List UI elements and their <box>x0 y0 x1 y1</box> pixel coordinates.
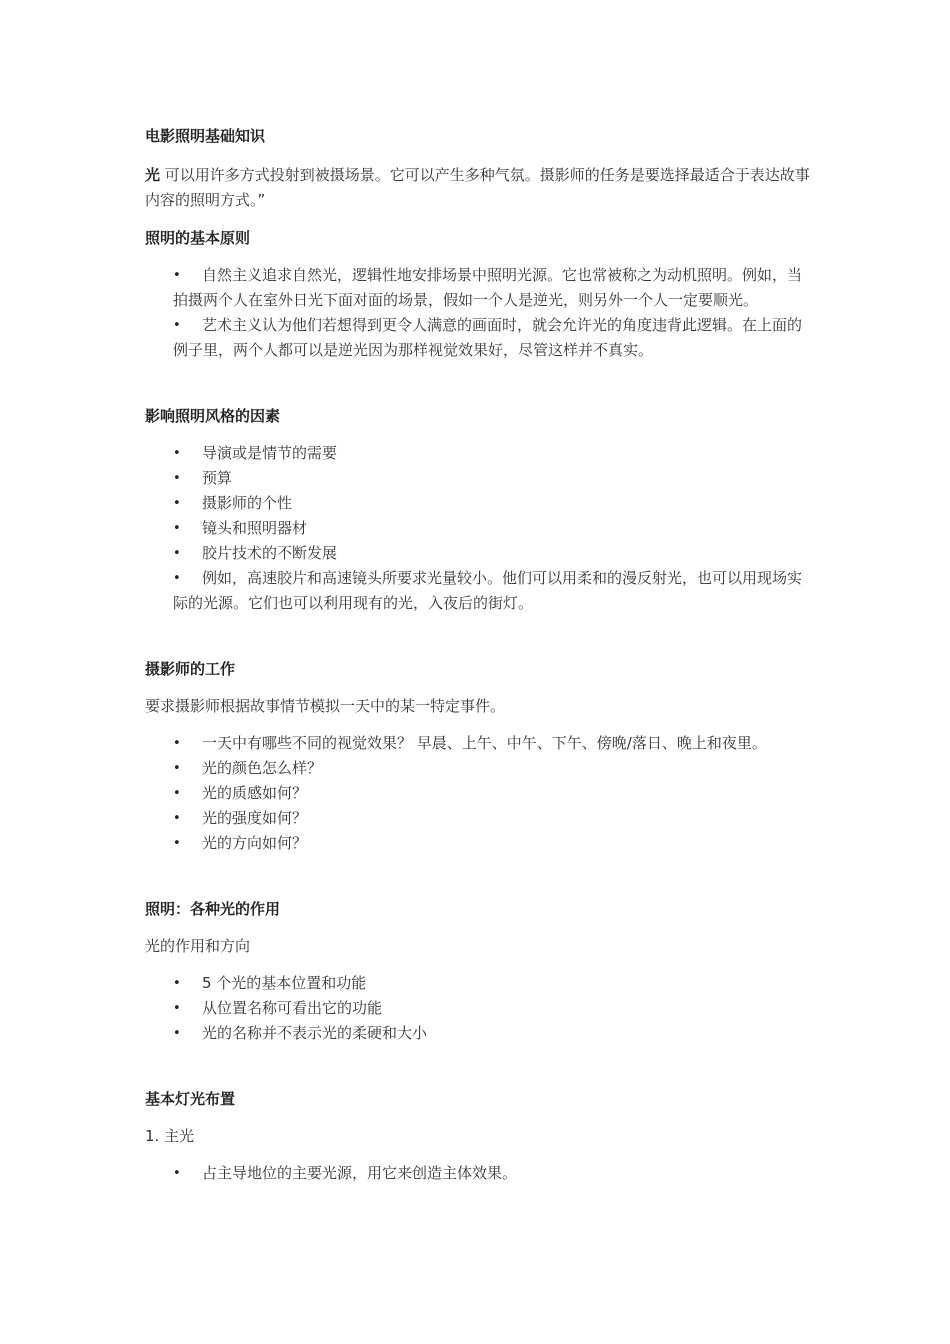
bullet-icon: • <box>173 1001 181 1016</box>
list-item <box>145 466 810 491</box>
list-item-text: 光的方向如何？ <box>202 834 308 852</box>
list-item <box>145 996 810 1021</box>
factors-list <box>145 441 810 616</box>
section-heading-basic-setup: 基本灯光布置 <box>145 1090 236 1108</box>
document-page <box>145 123 810 1186</box>
list-item <box>145 756 810 781</box>
light-roles-paragraph: 光的作用和方向 <box>145 937 251 955</box>
list-item-text: 占主导地位的主要光源，用它来创造主体效果。 <box>202 1164 518 1182</box>
list-item-text: 例如，高速胶片和高速镜头所要求光量较小。他们可以用柔和的漫反射光，也可以用现场实际的光源。它们也可以利用现有的光，入夜后的街灯。 <box>173 569 803 612</box>
list-item <box>145 781 810 806</box>
list-item <box>145 731 810 756</box>
section-heading-principles: 照明的基本原则 <box>145 229 251 247</box>
list-item-text: 从位置名称可看出它的功能 <box>202 999 383 1017</box>
bullet-icon: • <box>173 1166 181 1181</box>
list-item-text: 光的颜色怎么样？ <box>202 759 323 777</box>
document-title: 电影照明基础知识 <box>145 127 266 145</box>
list-item-text: 导演或是情节的需要 <box>202 444 338 462</box>
basic-setup-list <box>145 1161 810 1186</box>
list-item <box>145 806 810 831</box>
intro-paragraph <box>145 163 810 213</box>
bullet-icon: • <box>173 1026 181 1041</box>
principles-list <box>145 263 810 363</box>
bullet-icon: • <box>173 836 181 851</box>
list-item-text: 光的质感如何？ <box>202 784 308 802</box>
list-item-text: 预算 <box>202 469 233 487</box>
list-item <box>145 831 810 856</box>
list-item <box>145 566 810 616</box>
bullet-icon: • <box>173 318 181 333</box>
bullet-icon: • <box>173 546 181 561</box>
bullet-icon: • <box>173 976 181 991</box>
list-item <box>145 313 810 363</box>
list-item-text: 一天中有哪些不同的视觉效果？ 早晨、上午、中午、下午、傍晚/落日、晚上和夜里。 <box>202 734 767 752</box>
bullet-icon: • <box>173 811 181 826</box>
cinematographer-paragraph: 要求摄影师根据故事情节模拟一天中的某一特定事件。 <box>145 697 506 715</box>
list-item <box>145 441 810 466</box>
bullet-icon: • <box>173 736 181 751</box>
list-item-text: 胶片技术的不断发展 <box>202 544 338 562</box>
list-item-text: 镜头和照明器材 <box>202 519 308 537</box>
bullet-icon: • <box>173 446 181 461</box>
intro-bold-word: 光 <box>145 166 161 184</box>
section-heading-cinematographer: 摄影师的工作 <box>145 660 236 678</box>
list-item <box>145 541 810 566</box>
list-item-text: 艺术主义认为他们若想得到更令人满意的画面时，就会允许光的角度违背此逻辑。在上面的例子里，两个人都可以是逆光因为那样视觉效果好，尽管这样并不真实。 <box>173 316 803 359</box>
list-item-text: 5 个光的基本位置和功能 <box>202 974 367 992</box>
bullet-icon: • <box>173 521 181 536</box>
basic-setup-paragraph: 1. 主光 <box>145 1127 195 1145</box>
list-item <box>145 516 810 541</box>
section-heading-factors: 影响照明风格的因素 <box>145 407 281 425</box>
list-item-text: 光的强度如何？ <box>202 809 308 827</box>
bullet-icon: • <box>173 471 181 486</box>
bullet-icon: • <box>173 761 181 776</box>
cinematographer-list <box>145 731 810 856</box>
bullet-icon: • <box>173 268 181 283</box>
bullet-icon: • <box>173 786 181 801</box>
intro-text: 可以用许多方式投射到被摄场景。它可以产生多种气氛。摄影师的任务是要选择最适合于表达故事内容的照明方式。” <box>145 166 810 209</box>
bullet-icon: • <box>173 571 181 586</box>
bullet-icon: • <box>173 496 181 511</box>
list-item <box>145 491 810 516</box>
light-roles-list <box>145 971 810 1046</box>
list-item <box>145 263 810 313</box>
list-item <box>145 971 810 996</box>
list-item <box>145 1161 810 1186</box>
section-heading-light-roles: 照明：各种光的作用 <box>145 900 281 918</box>
list-item-text: 光的名称并不表示光的柔硬和大小 <box>202 1024 428 1042</box>
list-item-text: 摄影师的个性 <box>202 494 293 512</box>
list-item-text: 自然主义追求自然光，逻辑性地安排场景中照明光源。它也常被称之为动机照明。例如，当拍摄两个人在室外日光下面对面的场景，假如一个人是逆光，则另外一个人一定要顺光。 <box>173 266 803 309</box>
list-item <box>145 1021 810 1046</box>
